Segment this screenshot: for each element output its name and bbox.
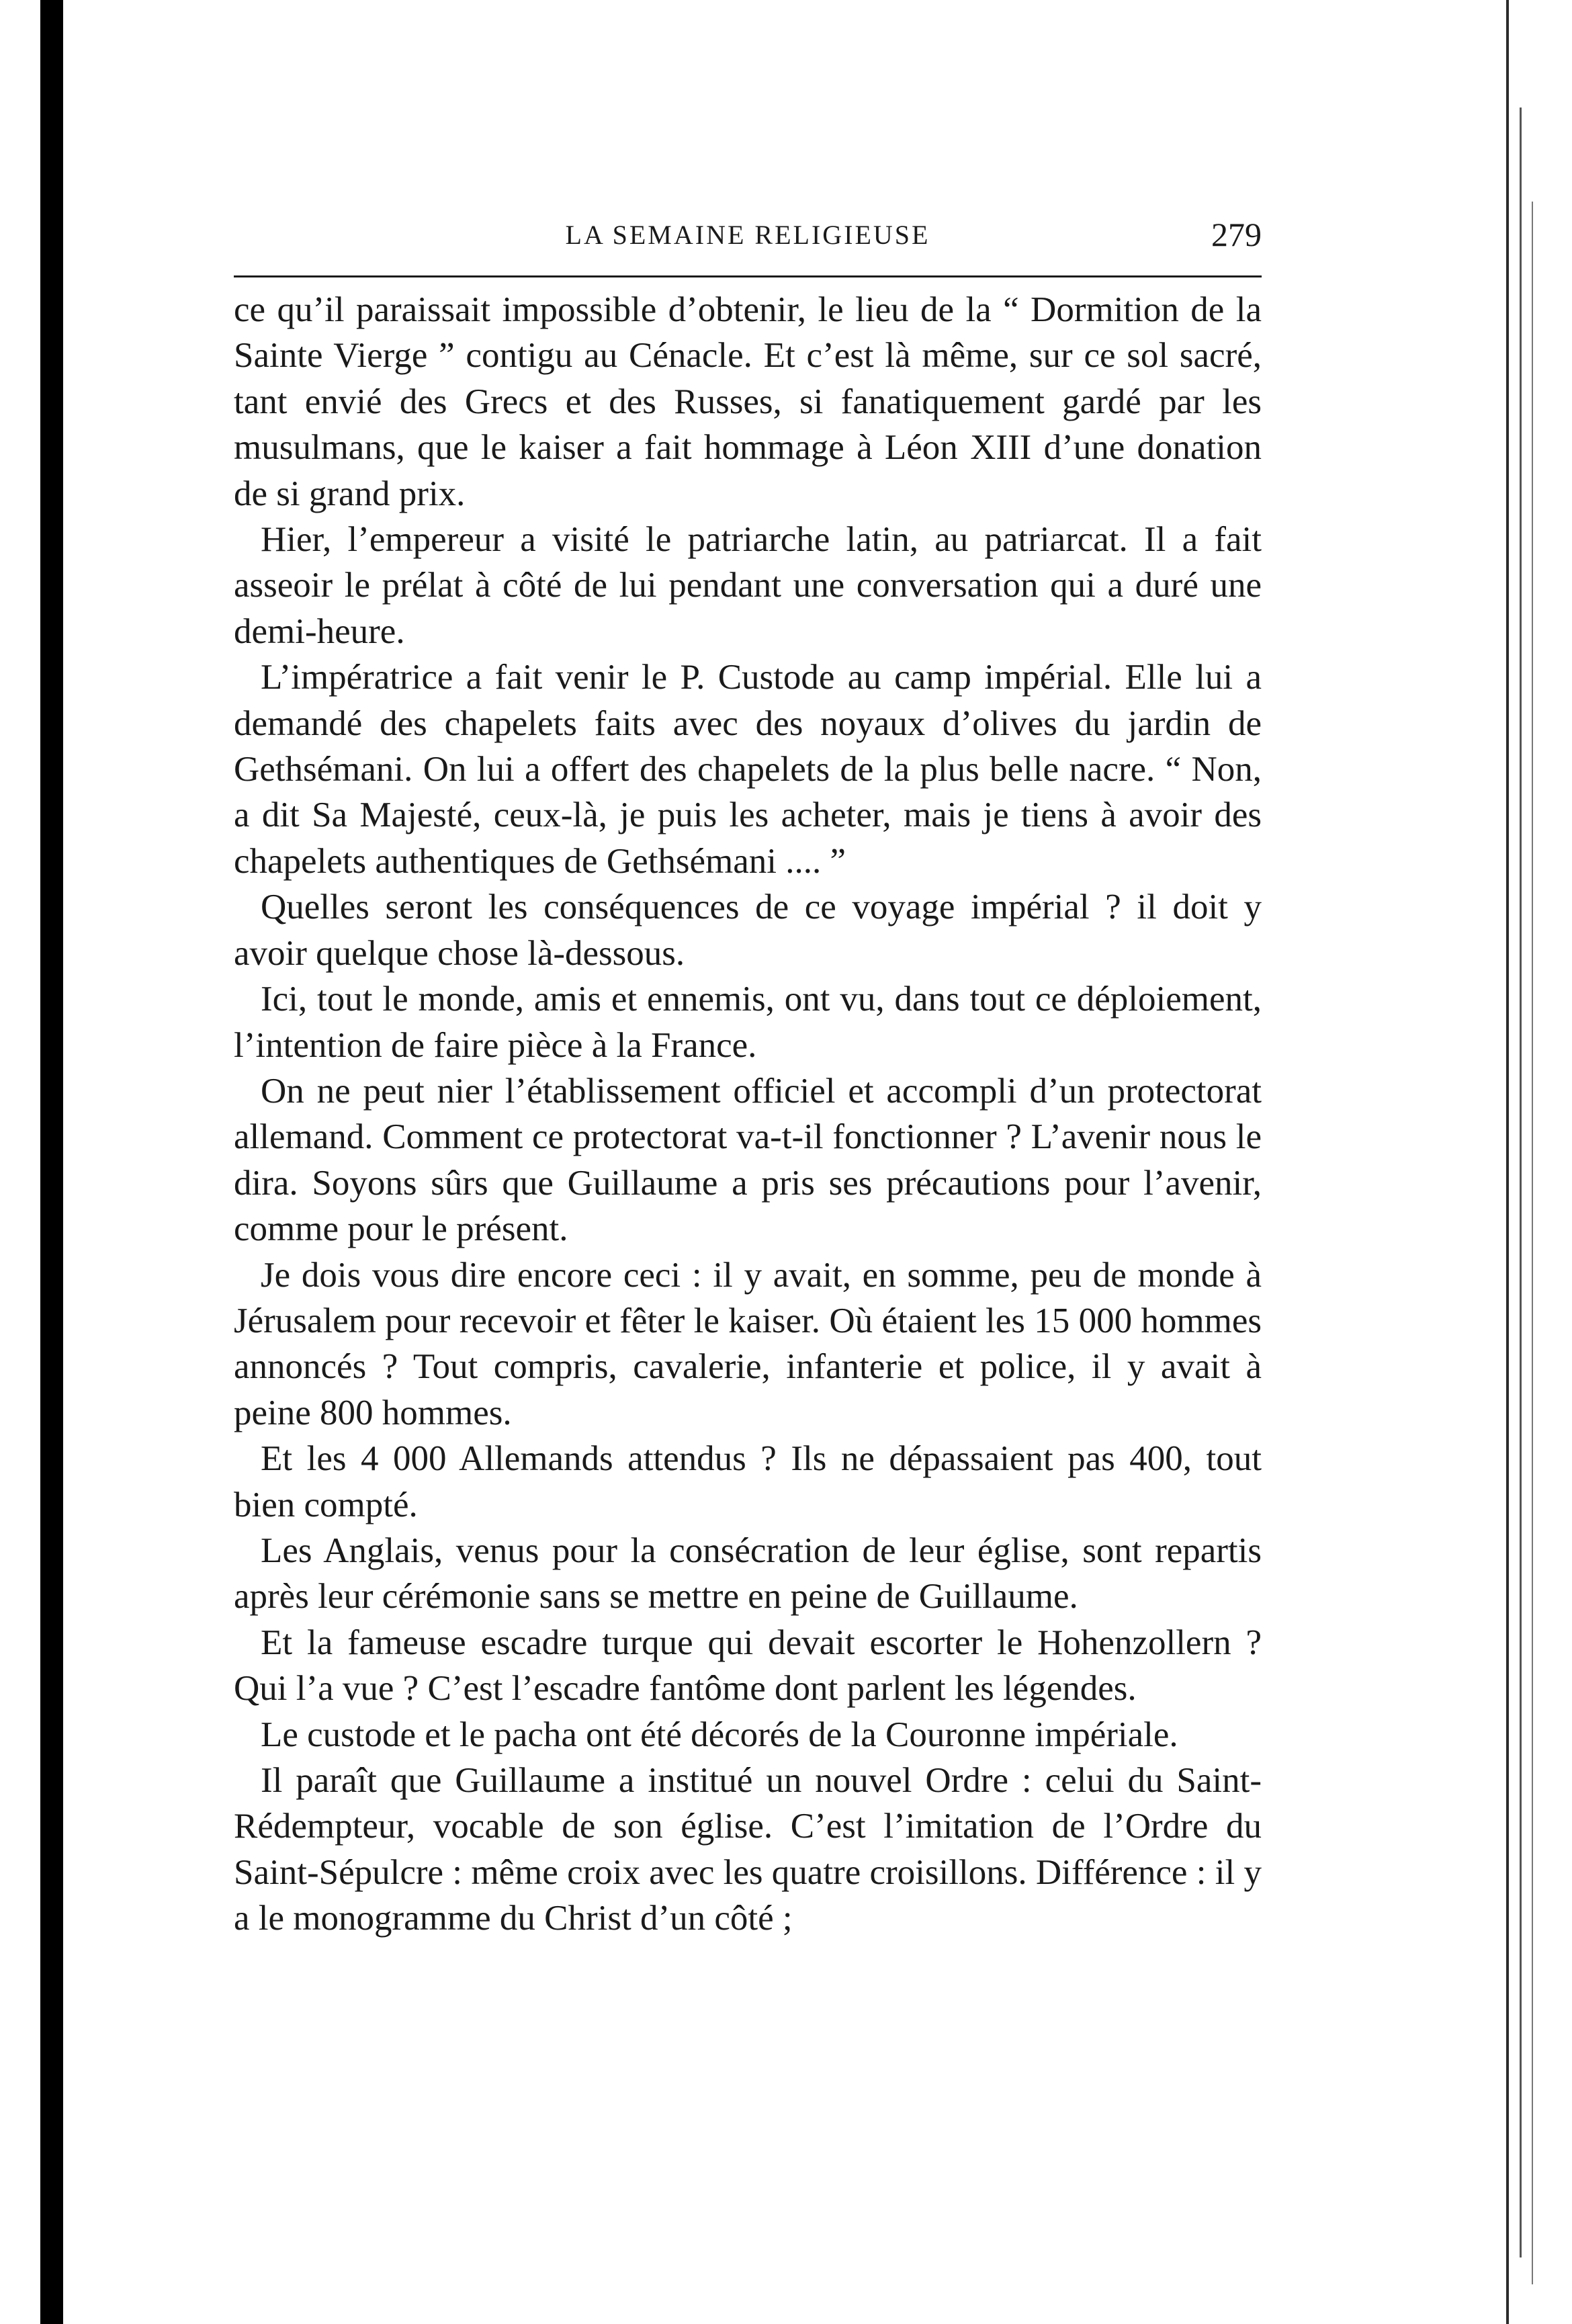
header-rule [234,275,1262,277]
paragraph-6: On ne peut nier l’établissement officiel et accompli d’un protectorat allemand. Comment ce protectorat va-t-il fonctionner ? L’avenir nous le dira. Soyons sûrs que Guillaume a pris ses précautions pour l’avenir, comme pour le présent. [234,1071,1262,1249]
paragraph-7: Je dois vous dire encore ceci : il y avait, en somme, peu de monde à Jérusalem pour recevoir et fêter le kaiser. Où étaient les 15 000 hommes annoncés ? Tout compris, cavalerie, infanterie et police, il y avait à peine 800 hommes. [234,1255,1262,1432]
scan-left-border [40,0,63,2324]
scan-right-edge-shadow [1520,107,1522,2257]
paragraph-5: Ici, tout le monde, amis et ennemis, ont vu, dans tout ce déploiement, l’intention de faire pièce à la France. [234,980,1262,1065]
paragraph-2: Hier, l’empereur a visité le patriarche latin, au patriarcat. Il a fait asseoir le prélat à côté de lui pendant une conversation qui a duré une demi-heure. [234,520,1262,651]
paragraph-3: L’impératrice a fait venir le P. Custode au camp impérial. Elle lui a demandé des chapelets faits avec des noyaux d’olives du jardin de Gethsémani. On lui a offert des chapelets de la plus belle nacre. “ Non, a dit Sa Majesté, ceux-là, je puis les acheter, mais je tiens à avoir des chapelets authentiques de Gethsémani .... ” [234,658,1262,881]
paragraph-12: Il paraît que Guillaume a institué un nouvel Ordre : celui du Saint-Rédempteur, vocable de son église. C’est l’imitation de l’Ordre du Saint-Sépulcre : même croix avec les quatre croisillons. Différence : il y a le monogramme du Christ d’un côté ; [234,1761,1262,1938]
paragraph-11: Le custode et le pacha ont été décorés de la Couronne impériale. [261,1715,1178,1754]
paragraph-8: Et les 4 000 Allemands attendus ? Ils ne dépassaient pas 400, tout bien compté. [234,1439,1262,1524]
scan-right-edge [1506,0,1509,2324]
paragraph-9: Les Anglais, venus pour la consécration de leur église, sont repartis après leur cérémonie sans se mettre en peine de Guillaume. [234,1531,1262,1617]
page-number: 279 [1211,216,1262,253]
body-text [234,287,1262,1942]
book-page [234,215,1262,1942]
running-title: LA SEMAINE RELIGIEUSE [565,220,930,250]
paragraph-1: ce qu’il paraissait impossible d’obtenir, le lieu de la “ Dormition de la Sainte Vierge ” contigu au Cénacle. Et c’est là même, sur ce sol sacré, tant envié des Grecs et des Russes, si fanatiquement gardé par les musulmans, que le kaiser a fait hommage à Léon XIII d’une donation de si grand prix. [234,290,1262,513]
running-head [234,215,1262,275]
paragraph-10: Et la fameuse escadre turque qui devait escorter le Hohenzollern ? Qui l’a vue ? C’est l’escadre fantôme dont parlent les légendes. [234,1623,1262,1709]
paragraph-4: Quelles seront les conséquences de ce voyage impérial ? il doit y avoir quelque chose là-dessous. [234,888,1262,973]
scan-right-edge-shadow-outer [1532,202,1533,2284]
